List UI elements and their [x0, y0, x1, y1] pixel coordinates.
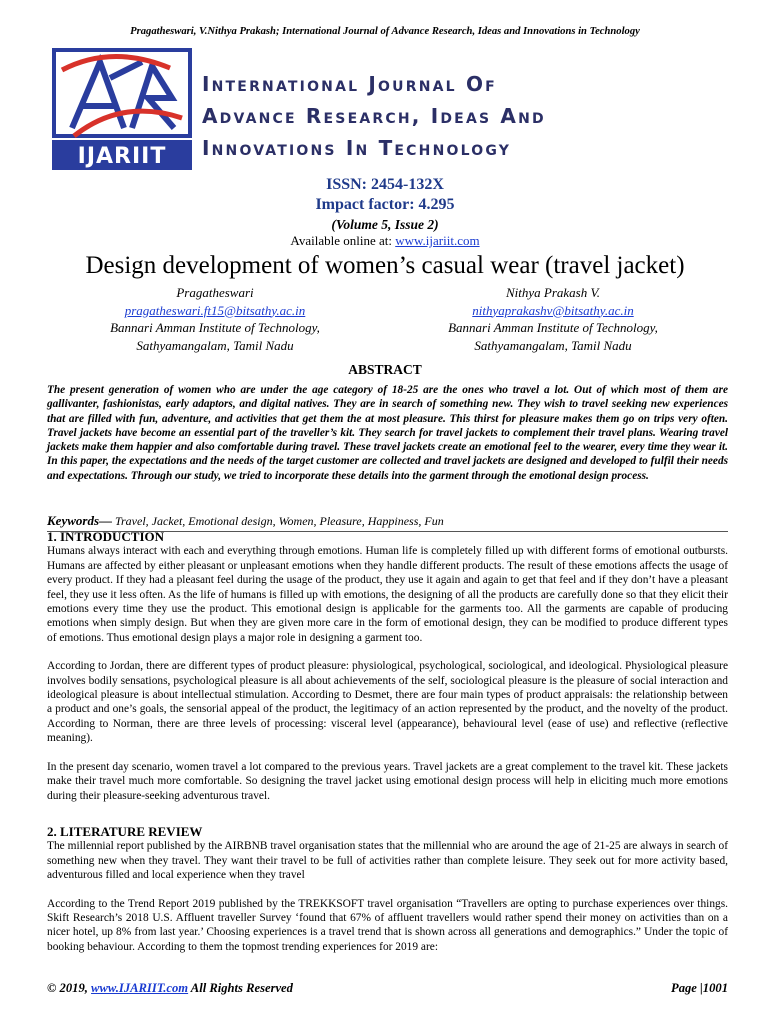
- paragraph: In the present day scenario, women travel a lot compared to the previous years. Travel jackets are a great complement to the travel kit. These jackets make their travel much more comfortable. So designing the travel jacket using emotional design process will help in eliciting much more emotions during their pleasure-seeking adventurous travel.: [47, 760, 728, 802]
- issn: ISSN: 2454-132X: [326, 176, 444, 193]
- author-name: Pragatheswari: [176, 285, 254, 300]
- copyright-text: © 2019,: [47, 981, 92, 995]
- page-number: Page |1001: [671, 981, 728, 995]
- section-heading: 1. INTRODUCTION: [47, 529, 165, 544]
- author-email-link[interactable]: pragatheswari.ft15@bitsathy.ac.in: [124, 302, 306, 318]
- author-1: [80, 284, 350, 354]
- rights-text: All Rights Reserved: [188, 981, 293, 995]
- footer-link[interactable]: www.IJARIIT.com: [91, 981, 189, 995]
- paragraph: The millennial report published by the AIRBNB travel organisation states that the millennial who are around the age of 21-25 are always in search of something new when they travel. They want their travel to be full of activities rather than complete leisure. They seek out for more activity based, adventurous filled and local experience when they travel: [47, 840, 728, 882]
- available-online: [0, 233, 770, 249]
- journal-name-line1: International Journal Of: [202, 72, 497, 96]
- author-location: Sathyamangalam, Tamil Nadu: [136, 337, 294, 353]
- journal-masthead: [52, 48, 692, 172]
- journal-name: [202, 68, 546, 164]
- literature-review-section: [47, 825, 728, 954]
- author-email-link[interactable]: nithyaprakashv@bitsathy.ac.in: [472, 302, 634, 318]
- keywords-list: Travel, Jacket, Emotional design, Women, Pleasure, Happiness, Fun: [115, 514, 444, 528]
- author-2: [418, 284, 688, 354]
- online-prefix: Available online at:: [290, 233, 396, 248]
- logo-text: IJARIIT: [77, 144, 167, 169]
- section-heading: 2. LITERATURE REVIEW: [47, 824, 203, 839]
- abstract-text: The present generation of women who are under the age category of 18-25 are the ones who travel a lot. Out of which most of them are gallivanter, fashionistas, early adaptors, and digital natives. They are in search of something new. They wish to travel seeking new experiences that are filled with fun, adventure, and activities that get them the at most pleasure. This thirst for pleasure makes them go on trips very often. Travel jackets have become an essential part of the traveller’s kit. They search for travel jackets to complement their travel plans. Wearing travel jackets make them happier and also comfortable during travel. These travel jackets create an emotional feel to the wearer, every time they wear it. In this paper, the expectations and the needs of the target customer are collected and travel jackets are designed and developed to fulfil their needs and expectations. Through our study, we tried to incorporate these details into the garment through the emotional design process.: [47, 384, 728, 482]
- journal-name-line3: Innovations In Technology: [202, 136, 512, 160]
- paragraph: Humans always interact with each and everything through emotions. Human life is completely filled up with different forms of emotional outbursts. Humans are affected by either pleasant or unpleasant emotions when they handle different products. The result of these emotions affects the usage of every product. If they had a pleasant feel during the usage of the product, they use it again and again to get that feel and if they don’t have a pleasant feel, they use it less often. As the life of humans is filled up with emotions, the designing of all the products are carefully done so that they elicit their emotions every time they use the product. This emotional design is applicable for the garments too. All the garments are capable of producing emotions when simply design. But when they are given more care in the form of emotional design, they can be modified to produce different types of emotions. Thus emotional design plays a major role in designing a garment too.: [47, 545, 728, 644]
- paragraph: According to Jordan, there are different types of product pleasure: physiological, psychological, sociological, and ideological. Physiological pleasure involves bodily sensations, psychological pleasure is all about achievements of the self, sociological pleasure is the pleasure of social interaction and ideological pleasure is about intellectual stimulation. According to Desmet, there are four main types of product appraisals: the relationship between a product and one’s goals, the sensorial appeal of the product, the legitimacy of an action represented by the product, and the novelty of the product. According to Norman, there are three levels of processing: visceral level (appearance), behavioural level (ease of use) and reflective (reflective meaning).: [47, 660, 728, 745]
- journal-name-line2: Advance Research, Ideas And: [202, 104, 546, 128]
- impact-factor: Impact factor: 4.295: [315, 196, 455, 213]
- volume-issue: (Volume 5, Issue 2): [331, 217, 439, 232]
- abstract-heading: ABSTRACT: [348, 362, 422, 377]
- keywords-dash: —: [99, 513, 112, 528]
- keywords-label: Keywords: [47, 513, 99, 528]
- author-name: Nithya Prakash V.: [505, 285, 600, 300]
- author-location: Sathyamangalam, Tamil Nadu: [474, 337, 632, 353]
- introduction-section: [47, 530, 728, 803]
- paragraph: According to the Trend Report 2019 published by the TREKKSOFT travel organisation “Travellers are opting to purchase experiences over things. Skift Research’s 2018 U.S. Affluent traveller Survey ‘found that 67% of affluent travellers would rather spend their money on activities than on a nicer hotel, up 8% from last year.’ Choosing experiences is a travel trend that is shown across all generations and demographics.” Under the topic of booking behaviour. According to them the topmost trending experiences for 2019 are:: [47, 897, 728, 953]
- ijariit-logo: [52, 48, 192, 172]
- paper-title: Design development of women’s casual wear (travel jacket): [85, 252, 685, 279]
- journal-url-link[interactable]: www.ijariit.com: [395, 233, 480, 248]
- running-header: Pragatheswari, V.Nithya Prakash; International Journal of Advance Research, Ideas and Innovations in Technology: [130, 26, 640, 37]
- author-affiliation: Bannari Amman Institute of Technology,: [110, 320, 320, 335]
- page-footer: [47, 981, 728, 996]
- author-affiliation: Bannari Amman Institute of Technology,: [448, 320, 658, 335]
